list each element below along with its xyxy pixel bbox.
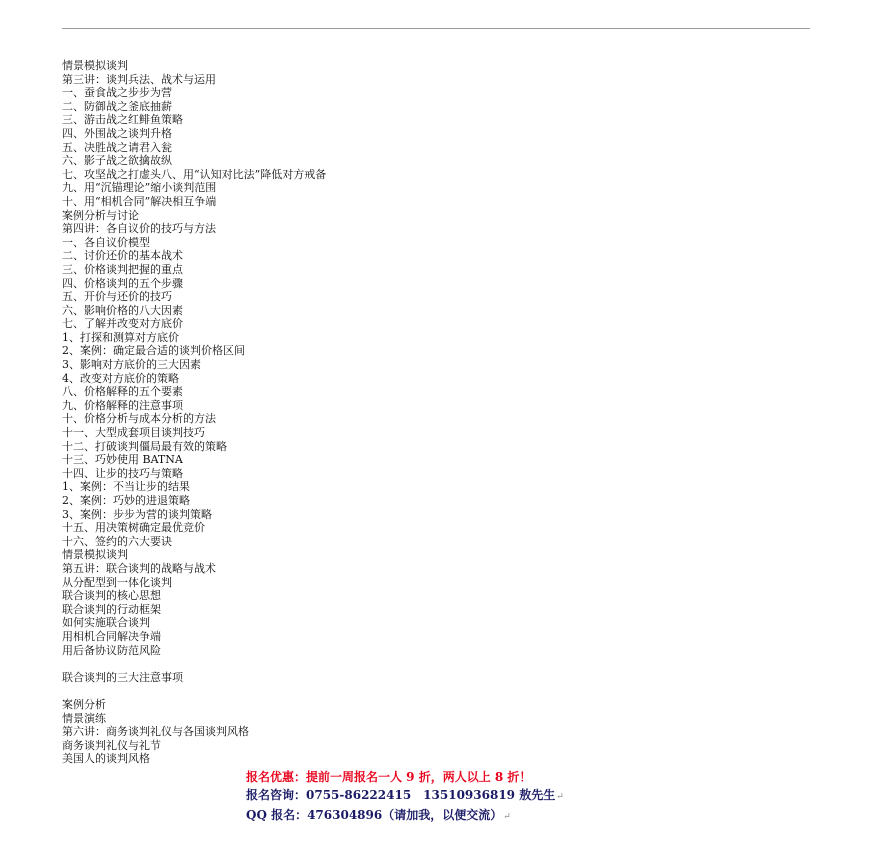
text-line: 2、案例：确定最合适的谈判价格区间: [62, 344, 245, 358]
return-mark-icon: ↵: [503, 812, 511, 822]
text-line: 联合谈判的行动框架: [62, 602, 161, 616]
text-line: 六、影响价格的八大因素: [62, 303, 183, 317]
text-line: 第四讲：各自议价的技巧与方法: [62, 222, 216, 236]
text-line: 如何实施联合谈判: [62, 616, 150, 630]
registration-phone-line: [246, 786, 766, 806]
registration-phone: 报名咨询：0755-86222415 13510936819 敖先生: [246, 788, 556, 802]
text-line: 2、案例：巧妙的进退策略: [62, 494, 190, 507]
text-line: 案例分析与讨论: [62, 208, 139, 222]
text-line: [62, 684, 762, 698]
registration-qq: QQ 报名：476304896（请加我，以便交流）: [246, 808, 503, 822]
registration-qq-line: [246, 806, 766, 826]
document-body: [62, 59, 762, 766]
text-line: [62, 657, 762, 671]
text-line: 十、价格分析与成本分析的方法: [62, 412, 216, 426]
text-line: 一、蚕食战之步步为营: [62, 86, 172, 100]
text-line: 联合谈判的核心思想: [62, 589, 161, 603]
text-line: 五、决胜战之请君入瓮: [62, 140, 172, 154]
text-line: 十五、用决策树确定最优竞价: [62, 521, 205, 535]
text-line: 美国人的谈判风格: [62, 752, 150, 766]
text-line: 4、改变对方底价的策略: [62, 371, 179, 385]
text-line: 3、影响对方底价的三大因素: [62, 358, 201, 372]
text-line: 三、价格谈判把握的重点: [62, 262, 183, 276]
text-line: 九、价格解释的注意事项: [62, 398, 183, 412]
text-line: 七、攻坚战之打虚头八、用“认知对比法”降低对方戒备: [62, 167, 327, 181]
text-line: 第六讲：商务谈判礼仪与各国谈判风格: [62, 725, 249, 739]
text-line: 用后备协议防范风险: [62, 643, 161, 657]
text-line: 案例分析: [62, 697, 106, 711]
text-line: 七、了解并改变对方底价: [62, 317, 183, 331]
text-line: 四、外围战之谈判升格: [62, 126, 172, 140]
text-line: 十三、巧妙使用 BATNA: [62, 453, 183, 467]
text-line: 五、开价与还价的技巧: [62, 290, 172, 304]
text-line: 二、防御战之釜底抽薪: [62, 99, 172, 113]
text-line: 情景模拟谈判: [62, 548, 128, 562]
text-line: 八、价格解释的五个要素: [62, 385, 183, 399]
header-rule: [62, 28, 810, 29]
text-line: 四、价格谈判的五个步骤: [62, 276, 183, 290]
text-line: 用相机合同解决争端: [62, 629, 161, 643]
text-line: 九、用“沉锚理论”缩小谈判范围: [62, 181, 217, 195]
text-line: 三、游击战之红鲱鱼策略: [62, 113, 183, 127]
text-line: 六、影子战之欲擒故纵: [62, 154, 172, 168]
return-mark-icon: ↵: [556, 792, 564, 802]
text-line: 第三讲：谈判兵法、战术与运用: [62, 72, 216, 86]
text-line: 十六、签约的六大要诀: [62, 534, 172, 548]
registration-discount: 报名优惠：提前一周报名一人 9 折，两人以上 8 折！: [246, 770, 532, 784]
text-line: 十、用“相机合同”解决相互争端: [62, 194, 217, 208]
text-line: 商务谈判礼仪与礼节: [62, 738, 161, 752]
text-line: 情景模拟谈判: [62, 59, 128, 72]
text-line: 二、讨价还价的基本战术: [62, 249, 183, 263]
text-line: 3、案例：步步为营的谈判策略: [62, 507, 212, 521]
text-line: 情景演练: [62, 711, 106, 725]
text-line: 1、打探和测算对方底价: [62, 330, 179, 344]
registration-footer: [246, 768, 766, 826]
text-line: 从分配型到一体化谈判: [62, 575, 172, 589]
text-line: 第五讲：联合谈判的战略与战术: [62, 561, 216, 575]
text-line: 一、各自议价模型: [62, 235, 150, 249]
text-line: 联合谈判的三大注意事项: [62, 670, 183, 684]
text-line: 1、案例：不当让步的结果: [62, 480, 190, 494]
text-line: 十二、打破谈判僵局最有效的策略: [62, 439, 227, 453]
text-line: 十四、让步的技巧与策略: [62, 466, 183, 480]
text-line: 十一、大型成套项目谈判技巧: [62, 426, 205, 440]
